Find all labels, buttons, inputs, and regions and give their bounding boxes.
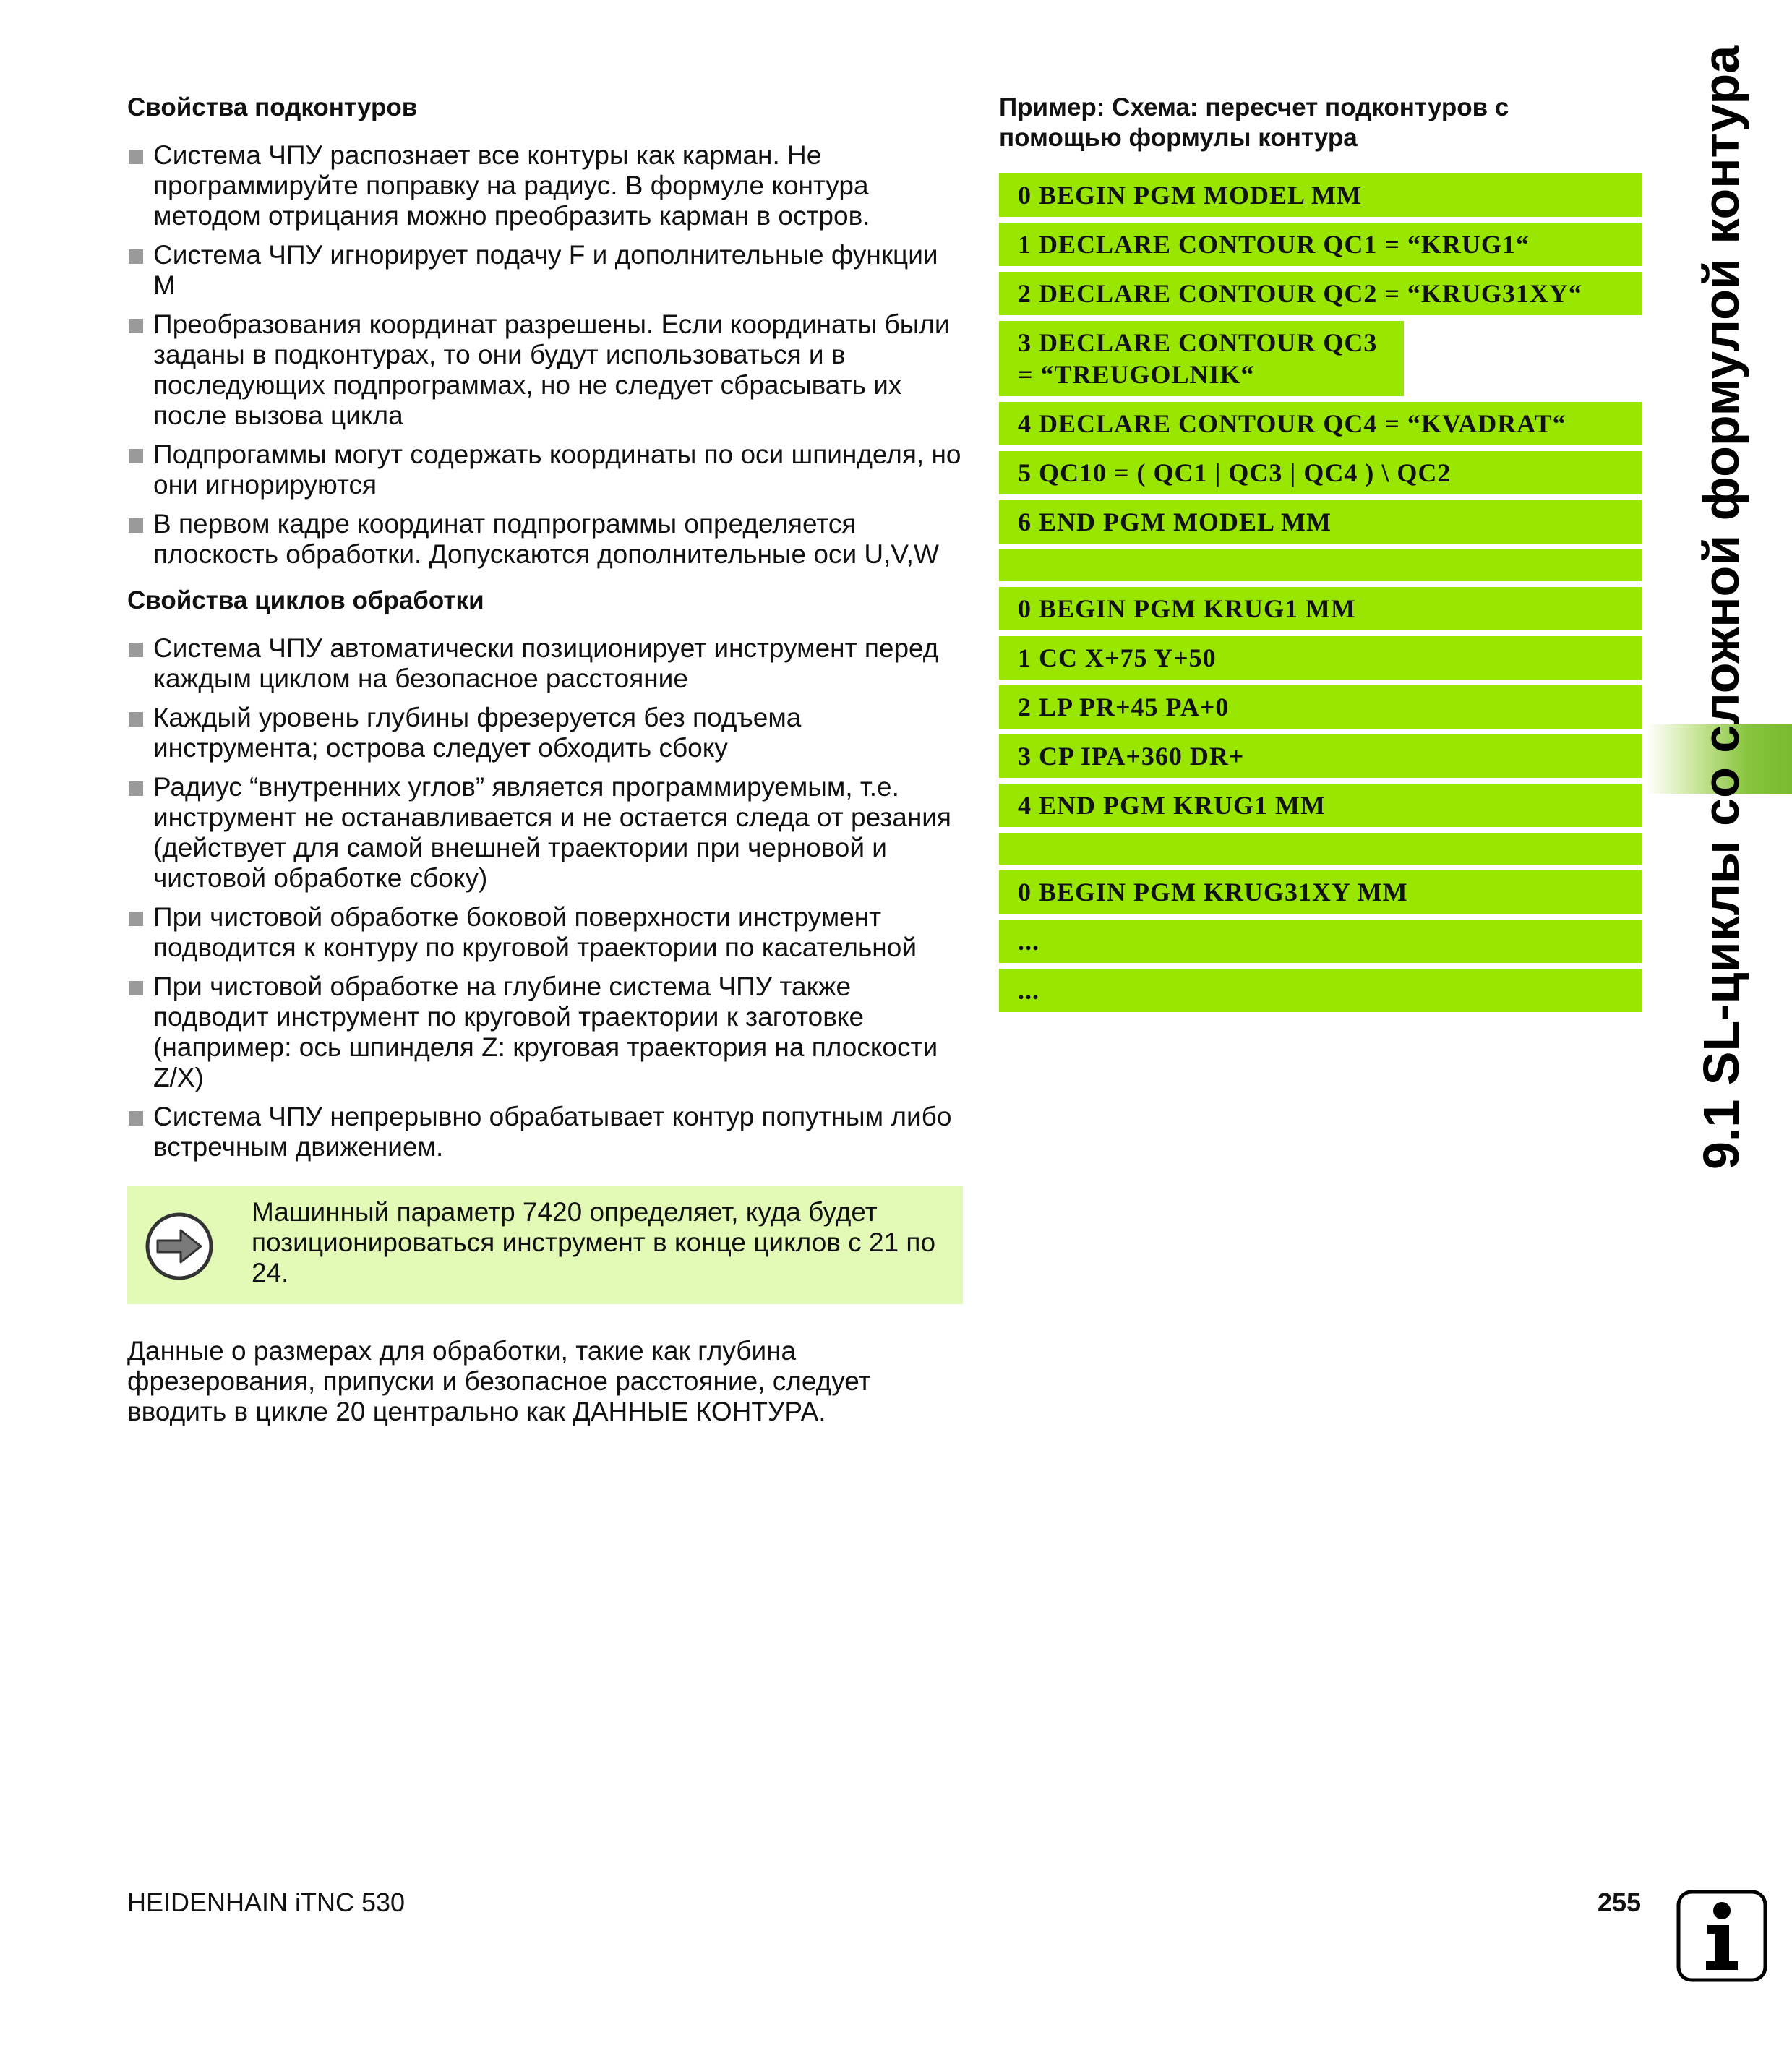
list-item bbox=[127, 633, 962, 694]
page-number: 255 bbox=[1597, 1888, 1641, 1917]
list-item bbox=[127, 1102, 962, 1162]
list-item-text: В первом кадре координат подпрограммы определяется плоскость обработки. Допускаются дополнительные оси U,V,W bbox=[153, 509, 939, 569]
bullet-square-icon bbox=[129, 449, 143, 463]
code-line: 0 BEGIN PGM MODEL MM bbox=[999, 173, 1642, 217]
code-line: 2 LP PR+45 PA+0 bbox=[999, 685, 1642, 729]
code-line: 1 DECLARE CONTOUR QC1 = “KRUG1“ bbox=[999, 223, 1642, 266]
list-item-text: Система ЧПУ непрерывно обрабатывает контур попутным либо встречным движением. bbox=[153, 1102, 952, 1162]
info-icon bbox=[1676, 1889, 1768, 1983]
code-line: ... bbox=[999, 969, 1642, 1012]
list-item bbox=[127, 240, 962, 301]
code-line-empty bbox=[999, 549, 1642, 581]
bullet-square-icon bbox=[129, 319, 143, 333]
section-heading-subcontours: Свойства подконтуров bbox=[127, 93, 418, 121]
code-line: 4 END PGM KRUG1 MM bbox=[999, 784, 1642, 827]
list-item-text: Подпрогаммы могут содержать координаты по оси шпинделя, но они игнорируются bbox=[153, 440, 961, 500]
code-line: 4 DECLARE CONTOUR QC4 = “KVADRAT“ bbox=[999, 402, 1642, 445]
list-item-text: Система ЧПУ распознает все контуры как карман. Не программируйте поправку на радиус. В формуле контура методом отрицания можно преобразить карман в остров. bbox=[153, 140, 870, 231]
code-line: 3 CP IPA+360 DR+ bbox=[999, 734, 1642, 778]
bullet-square-icon bbox=[129, 518, 143, 533]
list-item bbox=[127, 703, 962, 763]
bullet-square-icon bbox=[129, 712, 143, 727]
bullet-square-icon bbox=[129, 912, 143, 926]
cycle-properties-list bbox=[127, 633, 962, 1162]
bullet-square-icon bbox=[129, 781, 143, 796]
list-item bbox=[127, 972, 962, 1093]
machine-parameter-note bbox=[127, 1186, 963, 1304]
main-column bbox=[127, 93, 962, 1178]
code-line: 2 DECLARE CONTOUR QC2 = “KRUG31XY“ bbox=[999, 272, 1642, 315]
subcontour-properties-list bbox=[127, 140, 962, 570]
bullet-square-icon bbox=[129, 249, 143, 264]
arrow-right-icon bbox=[145, 1212, 214, 1281]
footer-product: HEIDENHAIN iTNC 530 bbox=[127, 1888, 406, 1917]
code-line: 0 BEGIN PGM KRUG31XY MM bbox=[999, 870, 1642, 914]
list-item-text: Каждый уровень глубины фрезеруется без подъема инструмента; острова следует обходить сбоку bbox=[153, 703, 802, 763]
list-item-text: При чистовой обработке боковой поверхности инструмент подводится к контуру по круговой траектории по касательной bbox=[153, 902, 917, 962]
code-line: 3 DECLARE CONTOUR QC3 = “TREUGOLNIK“ bbox=[999, 321, 1404, 396]
bullet-square-icon bbox=[129, 981, 143, 995]
list-item bbox=[127, 902, 962, 963]
code-line: 0 BEGIN PGM KRUG1 MM bbox=[999, 587, 1642, 630]
example-title: Пример: Схема: пересчет подконтуров с помощью формулы контура bbox=[999, 93, 1509, 152]
contour-data-paragraph: Данные о размерах для обработки, такие как глубина фрезерования, припуски и безопасное расстояние, следует вводить в цикле 20 центрально как ДАННЫЕ КОНТУРА. bbox=[127, 1336, 871, 1426]
list-item-text: Радиус “внутренних углов” является программируемым, т.е. инструмент не останавливается и не остается следа от резания (действует для самой внешней траектории при черновой и чистовой обработке сбоку) bbox=[153, 772, 951, 893]
list-item-text: Преобразования координат разрешены. Если координаты были заданы в подконтурах, то они будут использоваться и в последующих подпрограммах, но не следует сбрасывать их после вызова цикла bbox=[153, 309, 950, 430]
code-line-empty bbox=[999, 833, 1642, 865]
code-line: 5 QC10 = ( QC1 | QC3 | QC4 ) \ QC2 bbox=[999, 451, 1642, 494]
bullet-square-icon bbox=[129, 1111, 143, 1126]
code-line: ... bbox=[999, 920, 1642, 963]
list-item bbox=[127, 772, 962, 894]
list-item bbox=[127, 440, 962, 500]
bullet-square-icon bbox=[129, 150, 143, 164]
list-item-text: Система ЧПУ игнорирует подачу F и дополнительные функции M bbox=[153, 240, 938, 300]
list-item bbox=[127, 509, 962, 570]
code-line: 1 CC X+75 Y+50 bbox=[999, 636, 1642, 680]
code-line: 6 END PGM MODEL MM bbox=[999, 500, 1642, 544]
note-text: Машинный параметр 7420 определяет, куда будет позиционироваться инструмент в конце циклов с 21 по 24. bbox=[252, 1197, 936, 1288]
section-heading-cycles: Свойства циклов обработки bbox=[127, 586, 484, 614]
bullet-square-icon bbox=[129, 643, 143, 657]
list-item-text: Система ЧПУ автоматически позиционирует инструмент перед каждым циклом на безопасное расстояние bbox=[153, 633, 939, 693]
chapter-title: 9.1 SL-циклы со сложной формулой контура bbox=[1693, 45, 1749, 1170]
list-item bbox=[127, 140, 962, 231]
program-listing bbox=[999, 173, 1642, 1018]
list-item-text: При чистовой обработке на глубине система ЧПУ также подводит инструмент по круговой траектории к заготовке (например: ось шпинделя Z: круговая траектория на плоскости Z/X) bbox=[153, 972, 938, 1092]
list-item bbox=[127, 309, 962, 431]
